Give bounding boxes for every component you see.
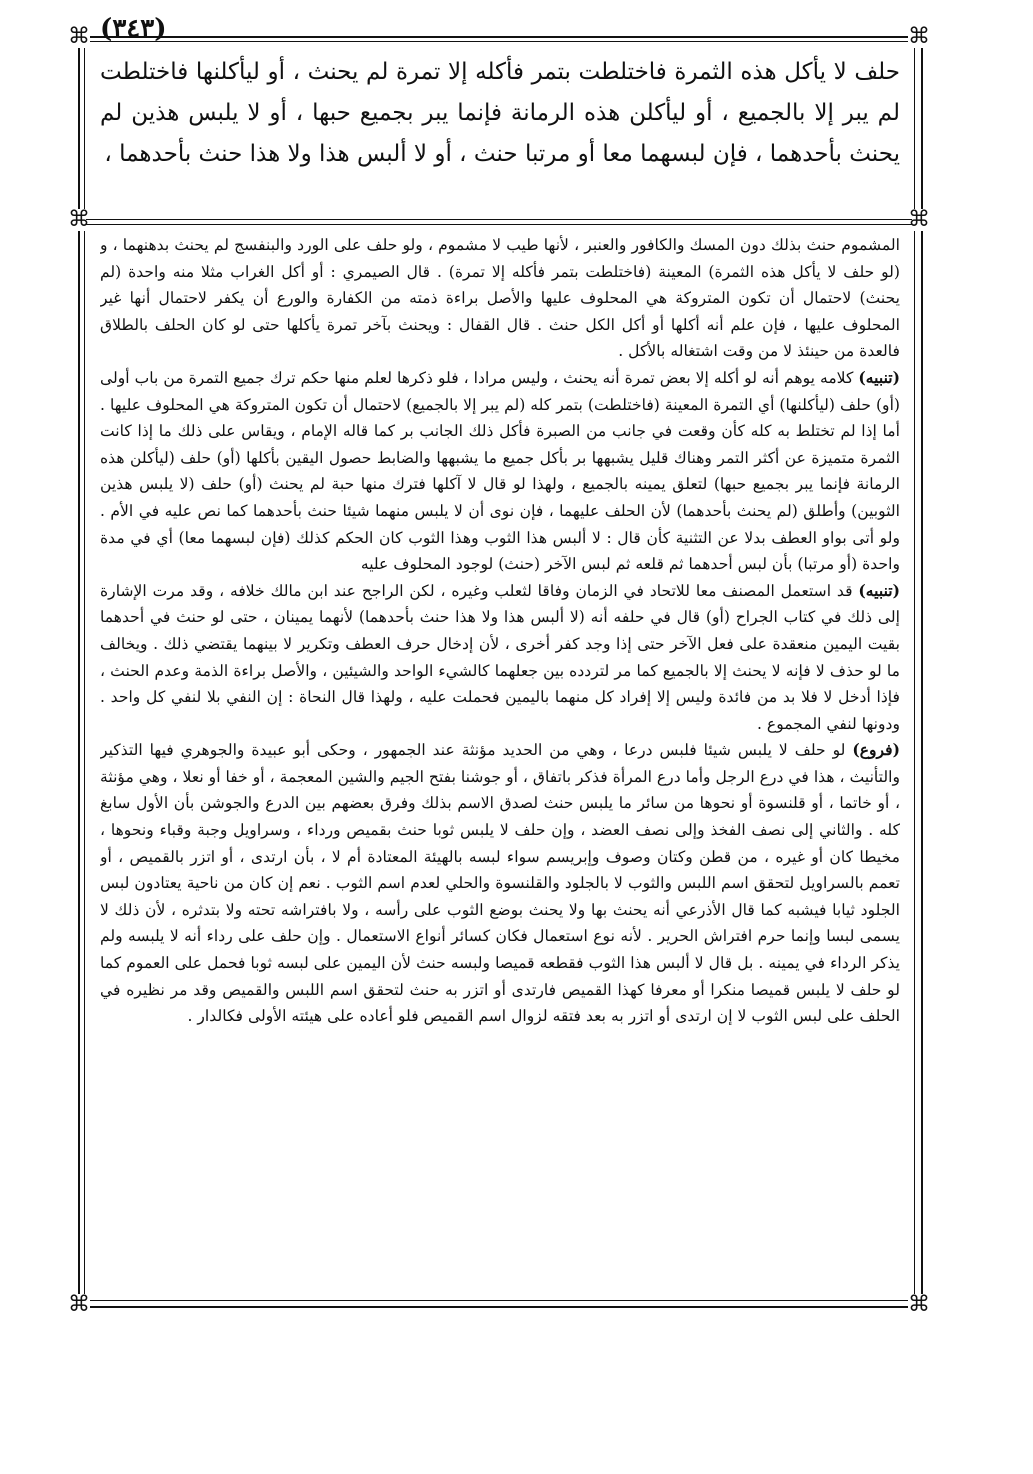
separator-ornament-left-icon: ⌘ [68,207,90,232]
page-number: (٣٤٣) [100,14,167,44]
sharh-paragraph-4 [100,737,900,1030]
sharh-paragraph-2 [100,365,900,578]
paragraph-text: لو حلف لا يلبس شيئا فلبس درعا ، وهي من الحديد مؤنثة عند الجمهور ، وحكى أبو عبيدة والجوهري فيها التذكير والتأنيث ، هذا في درع الرجل وأما درع المرأة فذكر باتفاق ، أو جوشنا بفتح الجيم والشين المعجمة ، أو خفا أو نعلا ، وهي مؤنثة ، أو خاتما ، أو قلنسوة أو نحوها من سائر ما يلبس حنث لصدق الاسم بذلك وفرق بعضهم بين الدرع والجوشن بأن الأول سابغ كله . والثاني إلى نصف الفخذ وإلى نصف العضد ، وإن حلف لا يلبس ثوبا حنث بقميص ورداء ، وسراويل وجبة وقباء ونحوها ، مخيطا كان أو غيره ، من قطن وكتان وصوف وإبريسم سواء لبسه بالهيئة المعتادة أم لا ، بأن ارتدى ، أو اتزر بالقميص ، أو تعمم بالسراويل لتحقق اسم اللبس والثوب لا بالجلود والقلنسوة والحلي لعدم اسم الثوب . نعم إن كان من ناحية يعتادون لبس الجلود ثيابا فيشبه كما قال الأذرعي أنه يحنث بها ولا يحنث بوضع الثوب على رأسه ، ولا بافتراشه تحته ولا بتدثره ، لأن ذلك لا يسمى لبسا وإنما حرم افتراش الحرير . لأنه نوع استعمال فكان كسائر أنواع الاستعمال . وإن حلف على رداء أنه لا يلبسه ولم يذكر الرداء في يمينه . بل قال لا ألبس هذا الثوب فقطعه قميصا ولبسه حنث لأن اليمين على لبسه ثوبا فحمل على العموم كما لو حلف لا يلبس قميصا منكرا أو معرفا كهذا القميص فارتدى أو اتزر به حنث لتحقق اسم اللبس والقميص وقد مر نظيره في الحلف على لبس الثوب لا إن ارتدى أو اتزر به بعد فتقه لزوال اسم القميص فلو أعاده على هيئته الأولى فكالدار . [100,741,900,1026]
corner-ornament-top-left-icon: ⌘ [68,24,90,49]
corner-ornament-bottom-right-icon: ⌘ [908,1292,930,1317]
paragraph-text: كلامه يوهم أنه لو أكله إلا بعض تمرة أنه يحنث ، وليس مرادا ، فلو ذكرها لعلم منها حكم ترك جميع التمرة من باب أولى (أو) حلف (ليأكلنها) أي التمرة المعينة (فاختلطت) بتمر كله (لم يبر إلا بالجميع) لاحتمال أن تكون المتروكة هي المحلوف عليها . أما إذا لم تختلط به كله كأن وقعت في جانب من الصبرة فأكل ذلك الجانب بر كما قاله الإمام ، ويقاس على ذلك ما إذا كانت الثمرة متميزة عن أكثر التمر وهناك قليل يشبهها بر بأكل جميع ما يشبهها والضابط حصول اليقين بأكلها (أو) حلف (ليأكلن هذه الرمانة فإنما يبر بجميع حبها) لتعلق يمينه بالجميع ، ولهذا لو قال لا آكلها فترك منها حبة لم يحنث (أو) حلف (لا يلبس هذين الثوبين) وأطلق (لم يحنث بأحدهما) لأن الحلف عليهما ، فإن نوى أن لا يلبس منهما شيئا حنث بأحدهما كما نص عليه في الأم . ولو أتى بواو العطف بدلا عن التثنية كأن قال : لا ألبس هذا الثوب وهذا الثوب كان الحكم كذلك (فإن لبسهما معا) أي في مدة واحدة (أو مرتبا) بأن لبس أحدهما ثم قلعه ثم لبس الآخر (حنث) لوجود المحلوف عليه [100,368,900,574]
corner-ornament-top-right-icon: ⌘ [908,24,930,49]
corner-ornament-bottom-left-icon: ⌘ [68,1292,90,1317]
paragraph-text: المشموم حنث بذلك دون المسك والكافور والعنبر ، لأنها طيب لا مشموم ، ولو حلف على الورد والبنفسج لم يحنث بدهنهما ، و (لو حلف لا يأكل هذه الثمرة) المعينة (فاختلطت بتمر فأكله إلا تمرة) . قال الصيمري : أو أكل الغراب مثلا منه واحدة (لم يحنث) لاحتمال أن تكون المتروكة هي المحلوف عليها والأصل براءة ذمته من الكفارة والورع أن يكفر لاحتمال أنها غير المحلوف عليها ، فإن علم أنه أكلها أو أكل الكل حنث . قال القفال : ويحنث بآخر تمرة يأكلها حتى لو كان الحلف بالطلاق فالعدة من حينئذ لا من وقت اشتغاله بالأكل . [100,236,900,361]
paragraph-label: (فروع) [852,740,900,760]
separator-ornament-right-icon: ⌘ [908,207,930,232]
sharh-commentary [100,232,900,1294]
sharh-paragraph-3 [100,578,900,738]
paragraph-label: (تنبيه) [858,367,900,387]
matn-text: حلف لا يأكل هذه الثمرة فاختلطت بتمر فأكله إلا تمرة لم يحنث ، أو ليأكلنها فاختلطت لم يبر إلا بالجميع ، أو ليأكلن هذه الرمانة فإنما يبر بجميع حبها ، أو لا يلبس هذين لم يحنث بأحدهما ، فإن لبسهما معا أو مرتبا حنث ، أو لا ألبس هذا ولا هذا حنث بأحدهما ، [100,59,900,167]
paragraph-text: قد استعمل المصنف معا للاتحاد في الزمان وفاقا لثعلب وغيره ، لكن الراجح عند ابن مالك خلافه ، وقد مرت الإشارة إلى ذلك في كتاب الجراح (أو) قال في حلفه أنه (لا ألبس هذا ولا هذا حنث بأحدهما) لأنهما يمينان ، حتى لو حنث في أحدهما بقيت اليمين منعقدة على فعل الآخر حتى إذا وجد كفر أخرى ، لأن إدخال حرف العطف وتكرير لا بينهما يقتضي ذلك . ويخالف ما لو حذف لا فإنه لا يحنث إلا بالجميع كما مر لتردده بين جعلهما كالشيء الواحد والشيئين ، والأصل براءة الذمة وعدم الحنث ، فإذا أدخل لا فلا بد من فائدة وليس إلا إفراد كل منهما باليمين فحملت عليه ، ولهذا قال النحاة : إن النفي بلا لنفي كل واحد . ودونها لنفي المجموع . [100,581,900,733]
sharh-paragraph-1 [100,232,900,365]
paragraph-label: (تنبيه) [858,580,900,600]
separator-line-lower [86,224,912,225]
separator-line-upper [86,219,912,220]
